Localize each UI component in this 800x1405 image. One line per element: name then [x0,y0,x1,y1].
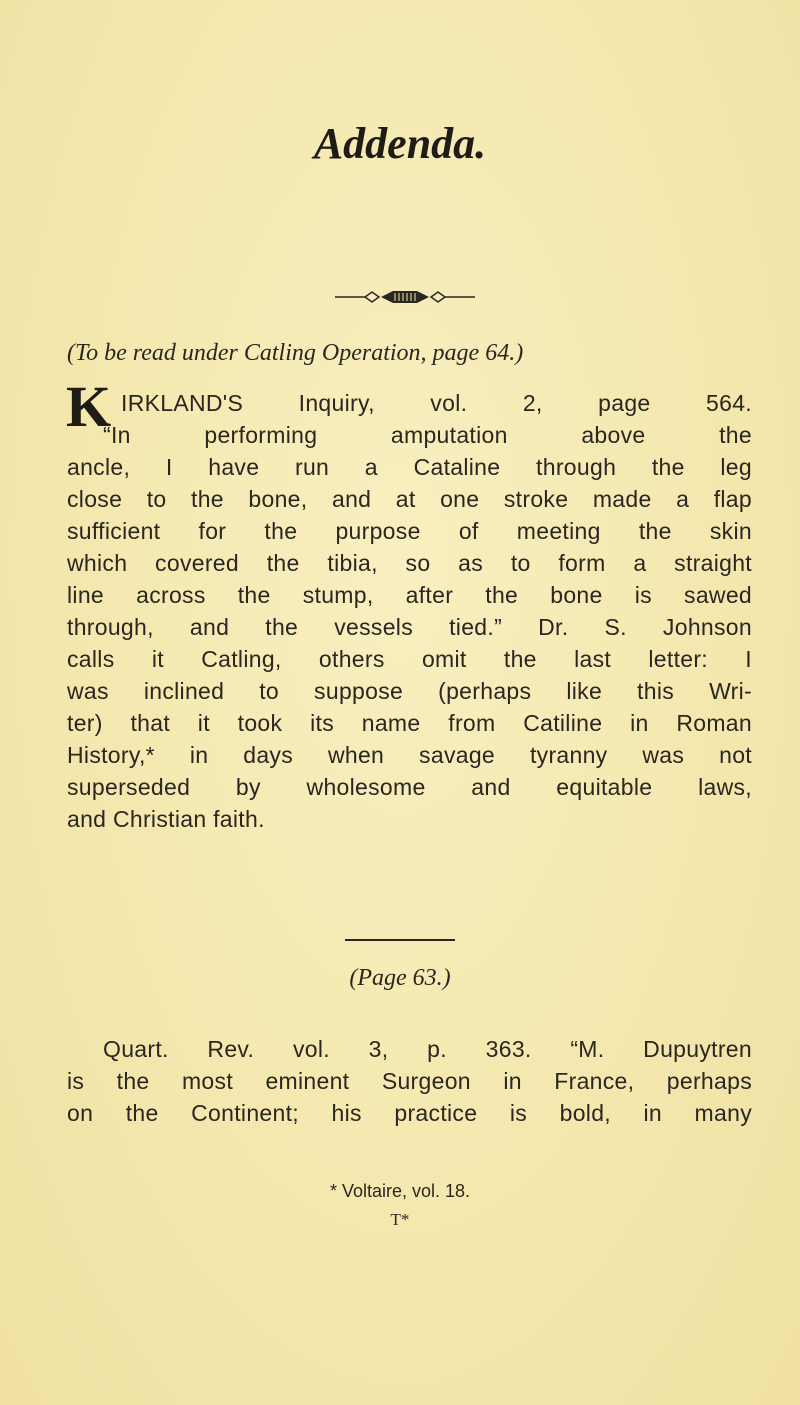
footnote: * Voltaire, vol. 18. [329,1181,471,1201]
text-line: close to the bone, and at one stroke made a flap [67,486,752,512]
text-line: Quart. Rev. vol. 3, p. 363. “M. Dupuytren [103,1036,752,1062]
drop-capital: K [66,374,112,439]
text-line: was inclined to suppose (perhaps like this Wri- [67,678,752,704]
text-line: which covered the tibia, so as to form a straight [67,550,752,576]
signature-mark: T* [390,1210,410,1229]
text-line: is the most eminent Surgeon in France, perhaps [67,1068,752,1094]
text-line: superseded by wholesome and equitable laws, [67,774,752,800]
text-line: through, and the vessels tied.” Dr. S. Johnson [67,614,752,640]
text-line: IRKLAND'S Inquiry, vol. 2, page 564. [121,390,752,416]
text-line: sufficient for the purpose of meeting the skin [67,518,752,544]
text-line: ter) that it took its name from Catiline in Roman [67,710,752,736]
section-subheading: (To be read under Catling Operation, page 64.) [67,340,524,366]
ornament-divider [335,289,475,305]
text-line: line across the stump, after the bone is sawed [67,582,752,608]
text-line: and Christian faith. [67,806,265,832]
page-title: Addenda. [313,119,487,168]
text-line: on the Continent; his practice is bold, in many [67,1100,752,1126]
text-line: calls it Catling, others omit the last letter: I [67,646,752,672]
text-line: ancle, I have run a Cataline through the leg [67,454,752,480]
text-line: History,* in days when savage tyranny was not [67,742,752,768]
text-line: “In performing amputation above the [103,422,752,448]
page-reference: (Page 63.) [349,965,451,991]
section-rule [345,939,455,941]
